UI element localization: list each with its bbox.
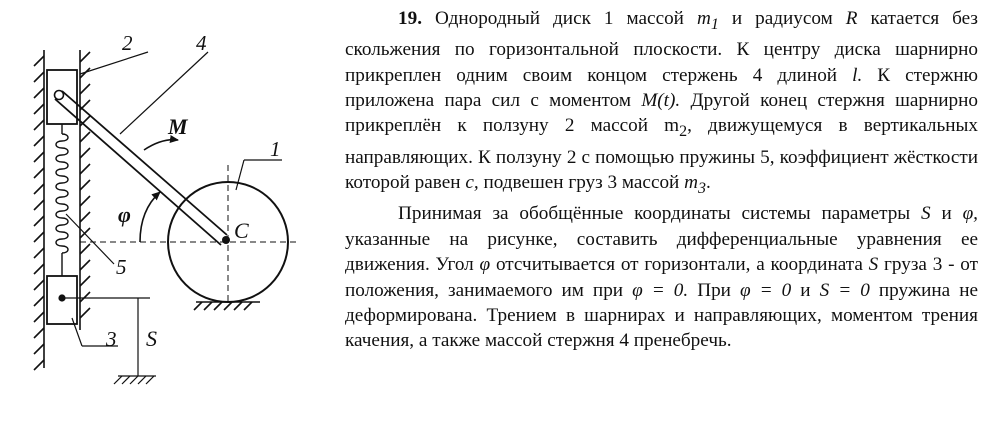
load-center-dot [58, 294, 65, 301]
problem-number: 19. [398, 8, 422, 29]
right-guide-wall [80, 50, 90, 330]
label-spring-number: 5 [116, 255, 127, 279]
moment-arrow [144, 140, 178, 150]
text-run: указанные на рисунке, составить дифференциальные уравнения ее движения. Угол [345, 228, 978, 276]
text-run: подвешен груз 3 массой [478, 172, 685, 194]
left-guide-wall [34, 50, 44, 370]
spring [56, 124, 68, 276]
text-run: Другой конец стержня шарнирно прикреплён к ползуну 2 массой m [345, 90, 978, 137]
subscript-1: 1 [710, 15, 719, 33]
label-disk-number: 1 [270, 137, 281, 161]
symbol-s: S [921, 203, 931, 225]
mechanism-drawing [0, 0, 345, 428]
symbol-m1: m [696, 8, 711, 29]
label-angle: φ [118, 202, 131, 227]
symbol-s: S [868, 254, 879, 276]
label-coordinate: S [146, 326, 157, 351]
equation-s-zero: S = 0 [819, 279, 870, 301]
label-moment: M [168, 114, 188, 139]
text-run: и радиусом [718, 8, 846, 29]
symbol-phi: φ, [962, 203, 978, 225]
equation-phi-zero: φ = 0. [632, 279, 689, 301]
text-run: Однородный диск 1 массой [421, 8, 697, 29]
text-run: отсчитывается от горизонтали, а координата [490, 254, 869, 276]
rod-hinge-slider [55, 91, 64, 100]
label-slider-number: 2 [122, 31, 133, 55]
symbol-phi: φ [479, 254, 491, 276]
text-run: , движущемуся в вертикальных направляющих. К ползуну 2 с помощью пружины 5, коэффициент жёсткости которой равен [345, 115, 978, 194]
problem-paragraph-2 [345, 201, 978, 353]
text-run: Принимая за обобщённые координаты системы параметры [398, 203, 922, 225]
subscript-2: 2 [679, 123, 688, 141]
disk-center-point [222, 236, 230, 244]
equation-phi-zero: φ = 0 [739, 279, 792, 301]
mechanism-figure [0, 0, 345, 428]
text-run: груза 3 - от положения, занимаемого им при [345, 254, 978, 301]
text-run: и [791, 279, 820, 301]
symbol-stiffness: c, [465, 172, 479, 194]
ground [194, 302, 260, 310]
problem-paragraph-1 [345, 6, 978, 201]
label-load-number: 3 [106, 327, 117, 351]
text-run: К стержню приложена пара сил с моментом [345, 64, 978, 112]
text-run: При [688, 279, 740, 301]
text-run: и [930, 203, 963, 225]
symbol-m3: m [684, 172, 698, 194]
text-run: катается без скольжения по горизонтальной плоскости. К центру диска шарнирно прикреплен одним своим концом стержень 4 длиной [345, 8, 979, 86]
symbol-radius: R [845, 8, 858, 29]
problem-text [345, 6, 978, 354]
symbol-moment: M(t). [641, 90, 681, 112]
angle-arrow [140, 192, 160, 242]
text-run: . [705, 172, 711, 194]
label-center: C [234, 218, 249, 243]
symbol-length: l. [852, 64, 863, 86]
label-rod-number: 4 [196, 31, 207, 55]
text-run: пружина не деформирована. Трением в шарнирах и направляющих, моментом трения качения, а также массой стержня 4 пренебречь. [345, 279, 978, 352]
subscript-3: 3 [697, 179, 706, 197]
